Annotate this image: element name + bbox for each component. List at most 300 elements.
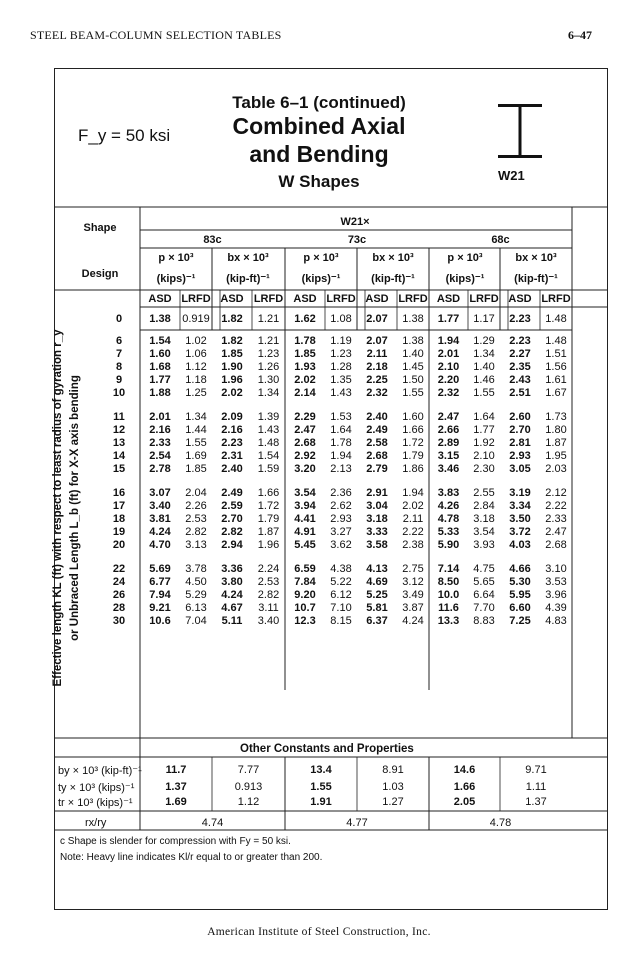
table-cell: 1.29: [473, 335, 495, 347]
other-constants-title: Other Constants and Properties: [240, 743, 414, 755]
table-cell: 2.33: [545, 513, 567, 525]
table-cell: 3.81: [149, 513, 171, 525]
column-header: bx × 10³: [227, 252, 269, 264]
table-number: Table 6–1 (continued): [232, 93, 406, 112]
property-value: 1.66: [453, 781, 476, 793]
table-cell: 10.6: [149, 615, 171, 627]
table-cell: 4.24: [221, 589, 243, 601]
table-cell: 2.30: [473, 463, 495, 475]
table-cell: 3.36: [221, 563, 243, 575]
rx-ry-value: 4.77: [346, 817, 368, 829]
table-cell: 1.73: [545, 411, 567, 423]
method-header: LRFD: [181, 293, 211, 305]
table-cell: 3.83: [437, 487, 460, 499]
property-label: by × 10³ (kip-ft)⁻¹: [58, 765, 142, 777]
table-cell: 2.66: [437, 424, 460, 436]
table-cell: 1.59: [257, 463, 280, 475]
table-cell: 1.69: [185, 450, 207, 462]
table-cell: 1.77: [437, 313, 460, 325]
kl-value: 10: [112, 387, 126, 399]
table-cell: 8.83: [473, 615, 495, 627]
effective-length-label: [50, 328, 86, 688]
table-cell: 2.53: [257, 576, 280, 588]
kl-value: 14: [112, 450, 126, 462]
table-cell: 1.94: [330, 450, 352, 462]
table-cell: 1.78: [330, 437, 352, 449]
table-cell: 2.55: [473, 487, 495, 499]
table-cell: 6.64: [473, 589, 495, 601]
kl-value: 12: [112, 424, 126, 436]
kl-value: 17: [112, 500, 126, 512]
table-cell: 1.02: [185, 335, 207, 347]
table-cell: 1.96: [257, 539, 280, 551]
table-cell: 2.82: [257, 589, 280, 601]
table-cell: 1.95: [545, 450, 567, 462]
table-cell: 3.40: [257, 615, 280, 627]
table-cell: 3.93: [473, 539, 495, 551]
table-cell: 5.69: [149, 563, 171, 575]
method-header: ASD: [220, 293, 244, 305]
table-cell: 4.24: [149, 526, 171, 538]
table-cell: 13.3: [437, 615, 460, 627]
table-cell: 2.43: [509, 374, 531, 386]
table-cell: 7.04: [185, 615, 207, 627]
table-cell: 2.23: [509, 335, 531, 347]
table-cell: 1.35: [330, 374, 352, 386]
table-cell: 2.10: [473, 450, 495, 462]
table-cell: 5.95: [509, 589, 531, 601]
table-cell: 4.38: [330, 563, 352, 575]
kl-value: 28: [112, 602, 126, 614]
table-cell: 4.26: [437, 500, 460, 512]
table-cell: 2.40: [221, 463, 243, 475]
table-cell: 2.92: [294, 450, 316, 462]
table-cell: 1.08: [330, 313, 352, 325]
table-cell: 2.89: [437, 437, 460, 449]
table-cell: 2.29: [294, 411, 316, 423]
table-cell: 1.85: [185, 463, 207, 475]
table-cell: 2.75: [402, 563, 424, 575]
table-cell: 5.33: [437, 526, 460, 538]
table-cell: 3.27: [330, 526, 352, 538]
table-cell: 5.11: [221, 615, 243, 627]
table-cell: 0.919: [182, 313, 210, 325]
table-cell: 2.70: [221, 513, 243, 525]
method-header: ASD: [436, 293, 461, 305]
table-cell: 2.01: [437, 348, 460, 360]
table-cell: 1.55: [473, 387, 495, 399]
table-cell: 3.96: [545, 589, 567, 601]
property-value: 1.55: [310, 781, 332, 793]
table-cell: 1.68: [149, 361, 171, 373]
table-cell: 2.51: [509, 387, 531, 399]
table-cell: 1.96: [221, 374, 243, 386]
table-cell: 2.70: [509, 424, 531, 436]
yield-stress: F_y = 50 ksi: [78, 126, 171, 145]
table-cell: 1.19: [330, 335, 352, 347]
method-header: ASD: [148, 293, 172, 305]
design-header: Design: [81, 268, 119, 280]
table-cell: 4.13: [366, 563, 388, 575]
table-cell: 2.16: [149, 424, 171, 436]
kl-value: 26: [112, 589, 126, 601]
method-header: LRFD: [541, 293, 571, 305]
kl-value: 24: [112, 576, 126, 588]
table-cell: 3.19: [509, 487, 531, 499]
table-cell: 1.39: [257, 411, 280, 423]
table-cell: 1.06: [185, 348, 207, 360]
column-header: p × 10³: [158, 252, 194, 264]
table-cell: 3.07: [149, 487, 171, 499]
effective-length-line1: Effective length KL (ft) with respect to least radius of gyration r_y: [52, 329, 64, 687]
table-cell: 1.66: [402, 424, 424, 436]
property-label: tr × 10³ (kips)⁻¹: [58, 797, 133, 809]
table-cell: 2.82: [221, 526, 243, 538]
table-cell: 2.14: [294, 387, 316, 399]
table-cell: 3.50: [509, 513, 531, 525]
column-header: bx × 10³: [515, 252, 557, 264]
table-cell: 4.75: [473, 563, 495, 575]
property-value: 11.7: [165, 764, 187, 776]
table-cell: 2.91: [366, 487, 388, 499]
table-cell: 2.02: [294, 374, 316, 386]
property-value: 1.91: [310, 796, 332, 808]
page-number: 6–47: [568, 28, 592, 42]
table-cell: 4.69: [366, 576, 388, 588]
footnote-slender: c Shape is slender for compression with Fy = 50 ksi.: [60, 836, 291, 847]
table-cell: 1.48: [545, 313, 567, 325]
property-value: 1.69: [165, 796, 187, 808]
column-unit: (kips)⁻¹: [445, 273, 485, 285]
kl-value: 15: [112, 463, 126, 475]
kl-value: 0: [115, 313, 123, 325]
table-cell: 1.23: [257, 348, 280, 360]
table-cell: 2.11: [402, 513, 424, 525]
table-cell: 3.40: [149, 500, 171, 512]
table-cell: 3.15: [437, 450, 460, 462]
table-cell: 5.30: [509, 576, 531, 588]
table-cell: 1.34: [257, 387, 280, 399]
table-cell: 2.79: [366, 463, 388, 475]
weight-83: 83c: [203, 234, 222, 246]
table-cell: 1.53: [330, 411, 352, 423]
table-cell: 1.34: [185, 411, 207, 423]
table-cell: 7.14: [437, 563, 460, 575]
rx-ry-value: 4.78: [489, 817, 512, 829]
table-cell: 1.79: [402, 450, 424, 462]
table-cell: 2.23: [509, 313, 531, 325]
table-cell: 1.60: [149, 348, 171, 360]
table-cell: 9.20: [294, 589, 316, 601]
table-cell: 1.90: [221, 361, 243, 373]
table-cell: 2.22: [402, 526, 424, 538]
table-cell: 2.59: [221, 500, 243, 512]
table-cell: 2.12: [545, 487, 567, 499]
column-header: bx × 10³: [372, 252, 414, 264]
table-cell: 2.11: [366, 348, 388, 360]
table-cell: 2.93: [330, 513, 352, 525]
table-cell: 4.39: [545, 602, 567, 614]
table-cell: 11.6: [438, 602, 459, 614]
weight-68: 68c: [491, 234, 510, 246]
table-cell: 1.82: [221, 313, 243, 325]
table-cell: 2.24: [257, 563, 280, 575]
table-cell: 3.33: [366, 526, 388, 538]
table-cell: 7.25: [509, 615, 531, 627]
table-cell: 1.38: [149, 313, 171, 325]
method-header: ASD: [293, 293, 317, 305]
table-cell: 1.43: [257, 424, 280, 436]
table-cell: 3.87: [402, 602, 424, 614]
table-cell: 2.18: [366, 361, 388, 373]
table-cell: 2.16: [221, 424, 243, 436]
table-cell: 2.31: [221, 450, 243, 462]
table-cell: 2.94: [221, 539, 243, 551]
table-cell: 4.70: [149, 539, 171, 551]
table-cell: 1.78: [294, 335, 316, 347]
table-cell: 1.61: [545, 374, 567, 386]
table-cell: 6.12: [330, 589, 352, 601]
table-cell: 1.72: [257, 500, 280, 512]
column-unit: (kip-ft)⁻¹: [226, 273, 270, 285]
table-cell: 3.72: [509, 526, 531, 538]
table-cell: 1.18: [185, 374, 207, 386]
table-cell: 2.47: [545, 526, 567, 538]
table-cell: 1.44: [185, 424, 207, 436]
table-cell: 2.02: [402, 500, 424, 512]
table-cell: 10.7: [294, 602, 316, 614]
table-cell: 3.46: [437, 463, 460, 475]
kl-value: 30: [112, 615, 126, 627]
table-cell: 1.34: [473, 348, 495, 360]
column-unit: (kips)⁻¹: [301, 273, 341, 285]
running-header: STEEL BEAM-COLUMN SELECTION TABLES: [30, 28, 282, 42]
table-cell: 5.45: [294, 539, 316, 551]
table-cell: 2.32: [366, 387, 388, 399]
table-cell: 3.12: [402, 576, 424, 588]
table-cell: 1.50: [402, 374, 424, 386]
property-value: 1.11: [525, 781, 547, 793]
table-title-line2: and Bending: [249, 141, 389, 167]
method-header: LRFD: [253, 293, 284, 305]
table-cell: 1.56: [545, 361, 567, 373]
property-value: 8.91: [382, 764, 404, 776]
table-cell: 1.85: [221, 348, 243, 360]
table-cell: 1.23: [330, 348, 352, 360]
table-cell: 1.66: [257, 487, 280, 499]
method-header: ASD: [508, 293, 532, 305]
table-cell: 1.86: [402, 463, 424, 475]
table-cell: 2.49: [366, 424, 388, 436]
table-title-line1: Combined Axial: [232, 113, 406, 139]
table-cell: 1.38: [402, 313, 424, 325]
table-cell: 1.54: [257, 450, 280, 462]
table-cell: 1.48: [257, 437, 280, 449]
table-cell: 4.24: [402, 615, 424, 627]
table-cell: 2.84: [473, 500, 495, 512]
table-cell: 1.87: [545, 437, 567, 449]
table-cell: 2.81: [509, 437, 531, 449]
table-cell: 1.30: [257, 374, 280, 386]
table-cell: 2.53: [185, 513, 207, 525]
table-cell: 3.54: [473, 526, 495, 538]
table-cell: 1.85: [294, 348, 316, 360]
table-cell: 3.18: [473, 513, 495, 525]
table-cell: 1.82: [221, 335, 243, 347]
table-cell: 1.94: [402, 487, 424, 499]
table-cell: 2.78: [149, 463, 171, 475]
table-cell: 5.90: [437, 539, 460, 551]
table-cell: 1.94: [437, 335, 460, 347]
table-cell: 3.11: [258, 602, 279, 614]
table-cell: 4.66: [509, 563, 531, 575]
table-cell: 2.22: [545, 500, 567, 512]
table-cell: 1.62: [294, 313, 316, 325]
table-cell: 1.55: [185, 437, 207, 449]
table-cell: 2.58: [366, 437, 388, 449]
table-cell: 1.28: [330, 361, 352, 373]
table-cell: 5.25: [366, 589, 388, 601]
weight-73: 73c: [347, 234, 367, 246]
table-cell: 1.54: [149, 335, 171, 347]
table-cell: 6.77: [149, 576, 171, 588]
table-cell: 3.80: [221, 576, 243, 588]
table-cell: 3.78: [185, 563, 207, 575]
table-cell: 1.79: [257, 513, 280, 525]
table-cell: 5.65: [473, 576, 495, 588]
property-value: 1.27: [382, 796, 404, 808]
column-header: p × 10³: [303, 252, 339, 264]
table-cell: 7.70: [473, 602, 495, 614]
table-cell: 2.20: [437, 374, 460, 386]
table-cell: 1.88: [149, 387, 171, 399]
method-header: ASD: [365, 293, 389, 305]
table-cell: 1.87: [257, 526, 280, 538]
table-cell: 9.21: [149, 602, 171, 614]
table-cell: 1.64: [330, 424, 352, 436]
table-cell: 1.92: [473, 437, 495, 449]
kl-value: 19: [112, 526, 126, 538]
kl-value: 11: [113, 411, 125, 423]
table-cell: 1.48: [545, 335, 567, 347]
table-cell: 2.32: [437, 387, 460, 399]
kl-value: 9: [115, 374, 123, 386]
table-cell: 2.47: [294, 424, 316, 436]
table-cell: 1.46: [473, 374, 495, 386]
table-cell: 1.67: [545, 387, 567, 399]
table-cell: 3.49: [402, 589, 424, 601]
shape-tag: W21: [498, 168, 525, 183]
table-cell: 1.93: [294, 361, 316, 373]
table-cell: 2.49: [221, 487, 243, 499]
table-cell: 1.25: [185, 387, 207, 399]
table-cell: 7.94: [149, 589, 171, 601]
table-cell: 2.93: [509, 450, 531, 462]
table-cell: 2.40: [366, 411, 388, 423]
property-value: 7.77: [237, 764, 260, 776]
table-cell: 2.47: [437, 411, 460, 423]
table-cell: 3.94: [294, 500, 316, 512]
property-label: ty × 10³ (kips)⁻¹: [58, 782, 135, 794]
table-cell: 3.05: [509, 463, 531, 475]
table-cell: 2.38: [402, 539, 424, 551]
table-cell: 1.77: [473, 424, 495, 436]
table-cell: 1.40: [402, 348, 424, 360]
table-cell: 2.68: [366, 450, 388, 462]
table-cell: 2.07: [366, 335, 388, 347]
table-cell: 2.26: [185, 500, 207, 512]
table-cell: 7.84: [294, 576, 316, 588]
table-cell: 3.04: [366, 500, 388, 512]
property-value: 14.6: [453, 764, 476, 776]
table-cell: 2.10: [437, 361, 460, 373]
table-cell: 3.34: [509, 500, 531, 512]
table-cell: 4.03: [509, 539, 531, 551]
table-cell: 3.53: [545, 576, 567, 588]
table-cell: 2.62: [330, 500, 352, 512]
property-value: 9.71: [525, 764, 547, 776]
property-value: 1.37: [165, 781, 187, 793]
kl-value: 7: [115, 348, 123, 360]
method-header: LRFD: [469, 293, 499, 305]
table-cell: 1.64: [473, 411, 495, 423]
table-cell: 5.81: [366, 602, 388, 614]
table-cell: 2.54: [149, 450, 171, 462]
column-unit: (kip-ft)⁻¹: [514, 273, 558, 285]
table-cell: 2.04: [185, 487, 207, 499]
table-cell: 3.62: [330, 539, 352, 551]
table-cell: 3.10: [545, 563, 567, 575]
table-cell: 4.50: [185, 576, 207, 588]
table-cell: 2.27: [509, 348, 531, 360]
column-header: p × 10³: [447, 252, 483, 264]
table-cell: 6.37: [366, 615, 388, 627]
table-cell: 12.3: [294, 615, 316, 627]
table-cell: 2.01: [149, 411, 171, 423]
table-cell: 6.59: [294, 563, 316, 575]
table-cell: 5.29: [185, 589, 207, 601]
shape-header: Shape: [83, 222, 117, 234]
table-cell: 2.07: [366, 313, 388, 325]
table-cell: 2.36: [330, 487, 352, 499]
property-value: 0.913: [234, 781, 263, 793]
table-cell: 1.55: [402, 387, 424, 399]
table-cell: 1.80: [545, 424, 567, 436]
property-value: 13.4: [310, 764, 332, 776]
table-cell: 2.68: [545, 539, 567, 551]
kl-value: 8: [115, 361, 123, 373]
table-cell: 2.03: [545, 463, 567, 475]
method-header: LRFD: [398, 293, 428, 305]
footnote-heavy-line: Note: Heavy line indicates Kl/r equal to or greater than 200.: [60, 852, 323, 863]
shape-family: W21×: [340, 216, 370, 228]
table-cell: 3.18: [366, 513, 388, 525]
table-cell: 1.51: [545, 348, 567, 360]
table-cell: 2.68: [294, 437, 316, 449]
kl-value: 22: [112, 563, 126, 575]
table-cell: 1.21: [257, 335, 280, 347]
rx-ry-value: 4.74: [201, 817, 224, 829]
table-cell: 2.82: [185, 526, 207, 538]
table-cell: 7.10: [330, 602, 352, 614]
table-cell: 4.83: [545, 615, 567, 627]
table-cell: 3.54: [294, 487, 316, 499]
kl-value: 13: [112, 437, 126, 449]
table-cell: 1.40: [473, 361, 495, 373]
kl-value: 16: [112, 487, 126, 499]
table-cell: 1.26: [257, 361, 280, 373]
table-cell: 1.60: [402, 411, 424, 423]
